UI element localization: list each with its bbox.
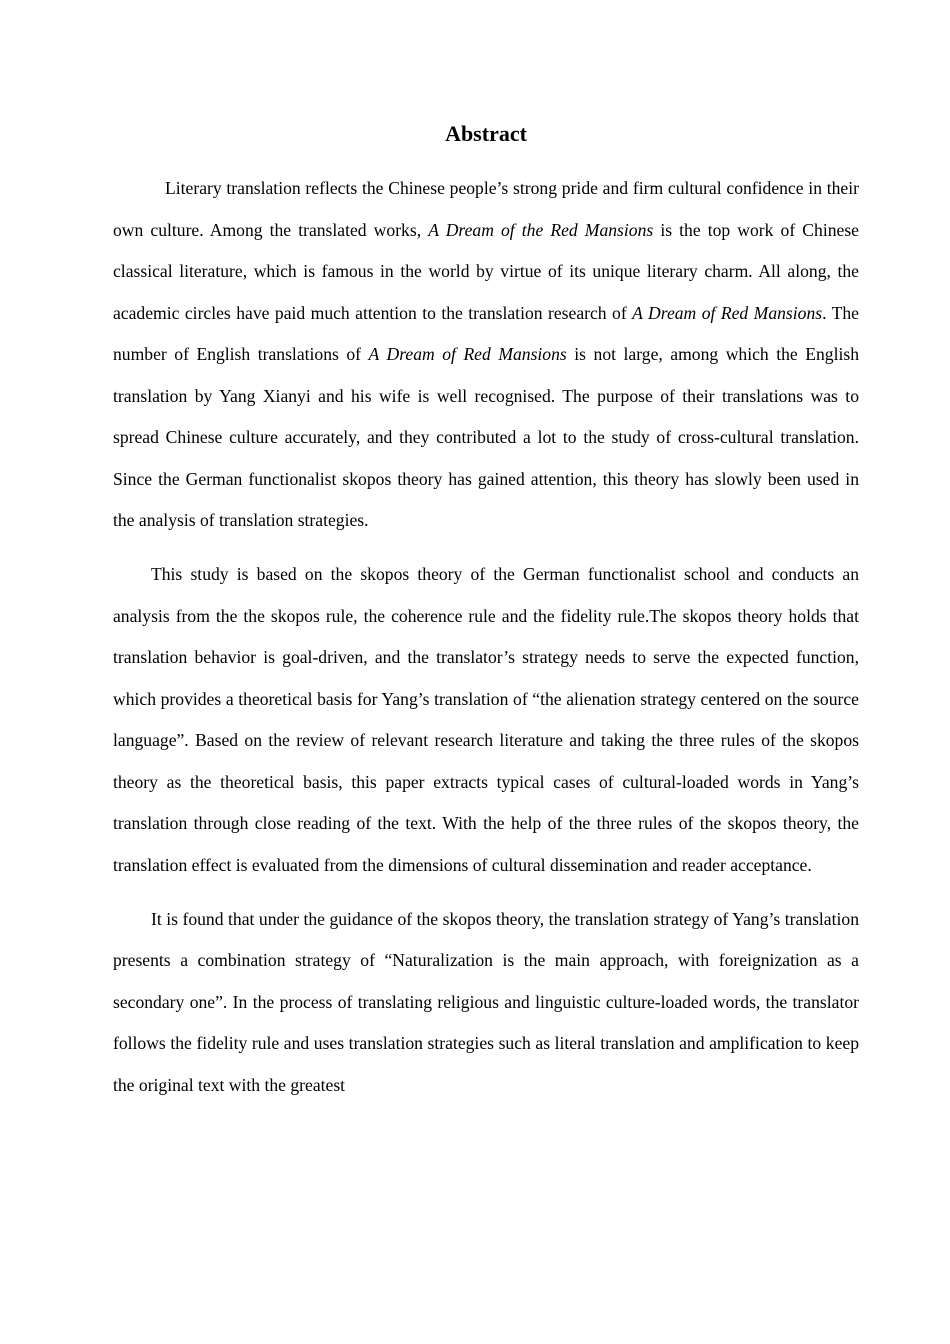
paragraph-segment: is the top work of Chinese classical literature, which is famous in the world by virtue of its unique literary charm. All along, the academic circles have paid much attention to the translation research of — [113, 219, 859, 323]
paragraph-segment: . The number of English translations of — [113, 302, 859, 364]
book-title-italic: A Dream of Red Mansions — [368, 344, 567, 364]
paragraph-2 — [113, 554, 859, 886]
paragraph-3 — [113, 899, 859, 1107]
book-title-italic: A Dream of Red Mansions — [632, 302, 823, 323]
abstract-title: Abstract — [445, 121, 527, 146]
paragraph-segment: This study is based on the skopos theory of the German functionalist school and conducts an analysis from the the skopos rule, the coherence rule and the fidelity rule.The skopos theory holds that translation behavior is goal-driven, and the translator’s strategy needs to serve the expected function, which provides a theoretical basis for Yang’s translation of “the alienation strategy centered on the source language”. Based on the review of relevant research literature and taking the three rules of the skopos theory as the theoretical basis, this paper extracts typical cases of cultural-loaded words in Yang’s translation through close reading of the text. With the help of the three rules of the skopos theory, the translation effect is evaluated from the dimensions of cultural dissemination and reader acceptance. — [113, 564, 859, 875]
abstract-body — [113, 168, 859, 1119]
paragraph-segment: It is found that under the guidance of the skopos theory, the translation strategy of Yang’s translation presents a combination strategy of “Naturalization is the main approach, with foreignization as a secondary one”. In the process of translating religious and linguistic culture-loaded words, the translator follows the fidelity rule and uses translation strategies such as literal translation and amplification to keep the original text with the greatest — [113, 908, 859, 1095]
paragraph-segment: is not large, among which the English translation by Yang Xianyi and his wife is well recognised. The purpose of their translations was to spread Chinese culture accurately, and they contributed a lot to the study of cross-cultural translation. Since the German functionalist skopos theory has gained attention, this theory has slowly been used in the analysis of translation strategies. — [113, 344, 860, 530]
paragraph-segment: Literary translation reflects the Chinese people’s strong pride and firm cultural confidence in their own culture. Among the translated works, — [113, 178, 859, 240]
paragraph-1 — [113, 168, 859, 542]
book-title-italic: A Dream of the Red Mansions — [428, 219, 654, 240]
